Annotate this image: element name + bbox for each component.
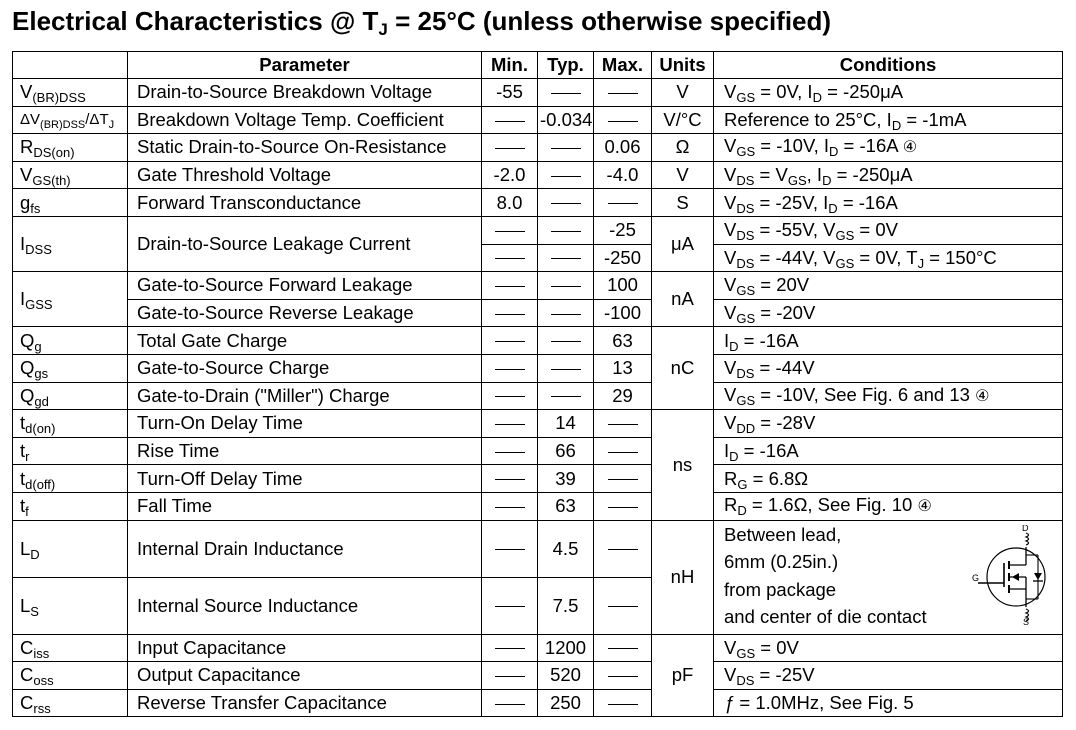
unit-cell: nA xyxy=(652,272,714,327)
typ-cell xyxy=(538,189,594,217)
min-cell xyxy=(482,134,538,162)
condition-cell: $V_{GS} = -10V$, $I_D = -16A$ ④ xyxy=(714,134,1063,162)
table-row xyxy=(13,662,1063,690)
symbol-cell: $Q_g$ xyxy=(13,327,128,355)
min-cell xyxy=(482,492,538,520)
table-row xyxy=(13,161,1063,189)
note-marker: ④ xyxy=(975,387,990,405)
parameter-cell: Drain-to-Source Leakage Current xyxy=(128,216,482,271)
parameter-cell: Forward Transconductance xyxy=(128,189,482,217)
condition-line: 6mm (0.25in.) xyxy=(724,551,839,572)
condition-line: and center of die contact xyxy=(724,606,927,627)
note-marker: ④ xyxy=(902,139,918,157)
parameter-cell: Gate-to-Source Charge xyxy=(128,354,482,382)
min-cell xyxy=(482,410,538,438)
condition-cell: $R_G = 6.8\Omega$ xyxy=(714,465,1063,493)
max-cell: -100 xyxy=(594,299,652,327)
min-cell xyxy=(482,299,538,327)
parameter-cell: Gate Threshold Voltage xyxy=(128,161,482,189)
condition-cell: $V_{GS} = 0V$, $I_D = -250\mu A$ xyxy=(714,79,1063,107)
condition-cell: $V_{GS} = -10V$, See Fig. 6 and 13 ④ xyxy=(714,382,1063,410)
symbol-cell: $\Delta V_{(BR)DSS}/\Delta T_J$ xyxy=(13,106,128,134)
table-row xyxy=(13,689,1063,717)
min-cell: 8.0 xyxy=(482,189,538,217)
unit-cell: S xyxy=(652,189,714,217)
max-cell: 0.06 xyxy=(594,134,652,162)
condition-cell: $V_{DS} = V_{GS}$, $I_D = -250\mu A$ xyxy=(714,161,1063,189)
max-cell: -250 xyxy=(594,244,652,272)
typ-cell: 66 xyxy=(538,437,594,465)
condition-cell: $R_D = 1.6\Omega$, See Fig. 10 ④ xyxy=(714,492,1063,520)
parameter-cell: Fall Time xyxy=(128,492,482,520)
max-cell: 13 xyxy=(594,354,652,382)
parameter-cell: Drain-to-Source Breakdown Voltage xyxy=(128,79,482,107)
typ-cell: -0.034 xyxy=(538,106,594,134)
typ-cell xyxy=(538,244,594,272)
table-row xyxy=(13,299,1063,327)
table-row xyxy=(13,354,1063,382)
min-cell xyxy=(482,634,538,662)
unit-cell: nH xyxy=(652,520,714,634)
p-channel-mosfet-symbol-icon xyxy=(972,525,1056,625)
typ-cell: 4.5 xyxy=(538,520,594,577)
symbol-cell: $Q_{gd}$ xyxy=(13,382,128,410)
table-row xyxy=(13,216,1063,244)
typ-cell xyxy=(538,327,594,355)
symbol-cell: $L_S$ xyxy=(13,577,128,634)
symbol-cell: $Q_{gs}$ xyxy=(13,354,128,382)
parameter-cell: Reverse Transfer Capacitance xyxy=(128,689,482,717)
max-cell: 29 xyxy=(594,382,652,410)
unit-cell: V/°C xyxy=(652,106,714,134)
header-units: Units xyxy=(652,52,714,79)
table-row xyxy=(13,410,1063,438)
max-cell: 63 xyxy=(594,327,652,355)
min-cell xyxy=(482,689,538,717)
condition-cell xyxy=(714,520,1063,634)
condition-cell: $V_{GS} = -20V$ xyxy=(714,299,1063,327)
min-cell xyxy=(482,272,538,300)
parameter-cell: Output Capacitance xyxy=(128,662,482,690)
max-cell xyxy=(594,437,652,465)
symbol-cell: $R_{DS(on)}$ xyxy=(13,134,128,162)
unit-cell: V xyxy=(652,161,714,189)
unit-cell: μA xyxy=(652,216,714,271)
typ-cell xyxy=(538,134,594,162)
condition-cell: Reference to 25°C, $I_D = -1mA$ xyxy=(714,106,1063,134)
table-row xyxy=(13,327,1063,355)
header-parameter: Parameter xyxy=(128,52,482,79)
typ-cell: 520 xyxy=(538,662,594,690)
typ-cell xyxy=(538,79,594,107)
parameter-cell: Gate-to-Drain ("Miller") Charge xyxy=(128,382,482,410)
typ-cell xyxy=(538,161,594,189)
symbol-cell: $V_{GS(th)}$ xyxy=(13,161,128,189)
symbol-cell: $C_{oss}$ xyxy=(13,662,128,690)
typ-cell: 63 xyxy=(538,492,594,520)
typ-cell xyxy=(538,382,594,410)
min-cell: -55 xyxy=(482,79,538,107)
symbol-cell: $I_{DSS}$ xyxy=(13,216,128,271)
table-row xyxy=(13,492,1063,520)
min-cell xyxy=(482,106,538,134)
condition-cell: ƒ = 1.0MHz, See Fig. 5 xyxy=(714,689,1063,717)
unit-cell: ns xyxy=(652,410,714,520)
symbol-cell: $C_{rss}$ xyxy=(13,689,128,717)
symbol-cell: $L_D$ xyxy=(13,520,128,577)
parameter-cell: Input Capacitance xyxy=(128,634,482,662)
symbol-cell: $g_{fs}$ xyxy=(13,189,128,217)
unit-cell: pF xyxy=(652,634,714,717)
table-row xyxy=(13,465,1063,493)
min-cell xyxy=(482,520,538,577)
header-min: Min. xyxy=(482,52,538,79)
parameter-cell: Static Drain-to-Source On-Resistance xyxy=(128,134,482,162)
condition-cell: $V_{GS} = 0V$ xyxy=(714,634,1063,662)
max-cell: -25 xyxy=(594,216,652,244)
table-row xyxy=(13,437,1063,465)
max-cell xyxy=(594,520,652,577)
drain-label: D xyxy=(1022,524,1029,533)
min-cell xyxy=(482,662,538,690)
min-cell xyxy=(482,354,538,382)
unit-cell: nC xyxy=(652,327,714,410)
parameter-cell: Gate-to-Source Forward Leakage xyxy=(128,272,482,300)
unit-cell: V xyxy=(652,79,714,107)
min-cell xyxy=(482,465,538,493)
max-cell xyxy=(594,465,652,493)
table-row xyxy=(13,520,1063,577)
min-cell xyxy=(482,437,538,465)
condition-cell: $V_{DS} = -44V$ xyxy=(714,354,1063,382)
symbol-cell: $t_f$ xyxy=(13,492,128,520)
table-row xyxy=(13,634,1063,662)
table-row xyxy=(13,106,1063,134)
typ-cell: 7.5 xyxy=(538,577,594,634)
max-cell xyxy=(594,689,652,717)
symbol-cell: $t_{d(on)}$ xyxy=(13,410,128,438)
typ-cell: 14 xyxy=(538,410,594,438)
parameter-cell: Rise Time xyxy=(128,437,482,465)
condition-cell: $V_{DS} = -25V$ xyxy=(714,662,1063,690)
min-cell xyxy=(482,327,538,355)
parameter-cell: Turn-On Delay Time xyxy=(128,410,482,438)
max-cell: 100 xyxy=(594,272,652,300)
source-label: S xyxy=(1023,616,1030,625)
condition-line: Between lead, xyxy=(724,523,842,545)
unit-cell: Ω xyxy=(652,134,714,162)
electrical-characteristics-table xyxy=(12,51,1063,717)
typ-cell: 1200 xyxy=(538,634,594,662)
typ-cell xyxy=(538,354,594,382)
condition-cell: $V_{DS} = -25V$, $I_D = -16A$ xyxy=(714,189,1063,217)
max-cell: -4.0 xyxy=(594,161,652,189)
table-row xyxy=(13,272,1063,300)
typ-cell xyxy=(538,272,594,300)
typ-cell: 39 xyxy=(538,465,594,493)
max-cell xyxy=(594,634,652,662)
typ-cell xyxy=(538,216,594,244)
min-cell xyxy=(482,577,538,634)
symbol-cell: $C_{iss}$ xyxy=(13,634,128,662)
max-cell xyxy=(594,106,652,134)
condition-cell: $I_D = -16A$ xyxy=(714,437,1063,465)
parameter-cell: Internal Drain Inductance xyxy=(128,520,482,577)
header-symbol xyxy=(13,52,128,79)
gate-label: G xyxy=(972,572,980,583)
parameter-cell: Turn-Off Delay Time xyxy=(128,465,482,493)
max-cell xyxy=(594,492,652,520)
parameter-cell: Breakdown Voltage Temp. Coefficient xyxy=(128,106,482,134)
header-row xyxy=(13,52,1063,79)
min-cell xyxy=(482,244,538,272)
parameter-cell: Gate-to-Source Reverse Leakage xyxy=(128,299,482,327)
parameter-cell: Total Gate Charge xyxy=(128,327,482,355)
symbol-cell: $I_{GSS}$ xyxy=(13,272,128,327)
condition-cell: $V_{DS} = -44V$, $V_{GS} = 0V$, $T_J = 150^\circ C$ xyxy=(714,244,1063,272)
note-marker: ④ xyxy=(917,498,932,516)
table-row xyxy=(13,189,1063,217)
condition-cell: $V_{GS} = 20V$ xyxy=(714,272,1063,300)
symbol-cell: $t_r$ xyxy=(13,437,128,465)
header-typ: Typ. xyxy=(538,52,594,79)
max-cell xyxy=(594,410,652,438)
condition-line: from package xyxy=(724,578,837,600)
condition-cell: $I_D = -16A$ xyxy=(714,327,1063,355)
max-cell xyxy=(594,662,652,690)
table-row xyxy=(13,79,1063,107)
header-max: Max. xyxy=(594,52,652,79)
page-title: Electrical Characteristics @ $T_J = 25^\circ C$ (unless otherwise specified) xyxy=(12,6,832,39)
min-cell: -2.0 xyxy=(482,161,538,189)
symbol-cell: $V_{(BR)DSS}$ xyxy=(13,79,128,107)
header-conditions: Conditions xyxy=(714,52,1063,79)
typ-cell xyxy=(538,299,594,327)
table-row xyxy=(13,134,1063,162)
condition-cell: $V_{DD} = -28V$ xyxy=(714,410,1063,438)
min-cell xyxy=(482,382,538,410)
min-cell xyxy=(482,216,538,244)
typ-cell: 250 xyxy=(538,689,594,717)
max-cell xyxy=(594,189,652,217)
max-cell xyxy=(594,577,652,634)
parameter-cell: Internal Source Inductance xyxy=(128,577,482,634)
table-row xyxy=(13,382,1063,410)
condition-cell: $V_{DS} = -55V$, $V_{GS} = 0V$ xyxy=(714,216,1063,244)
max-cell xyxy=(594,79,652,107)
symbol-cell: $t_{d(off)}$ xyxy=(13,465,128,493)
